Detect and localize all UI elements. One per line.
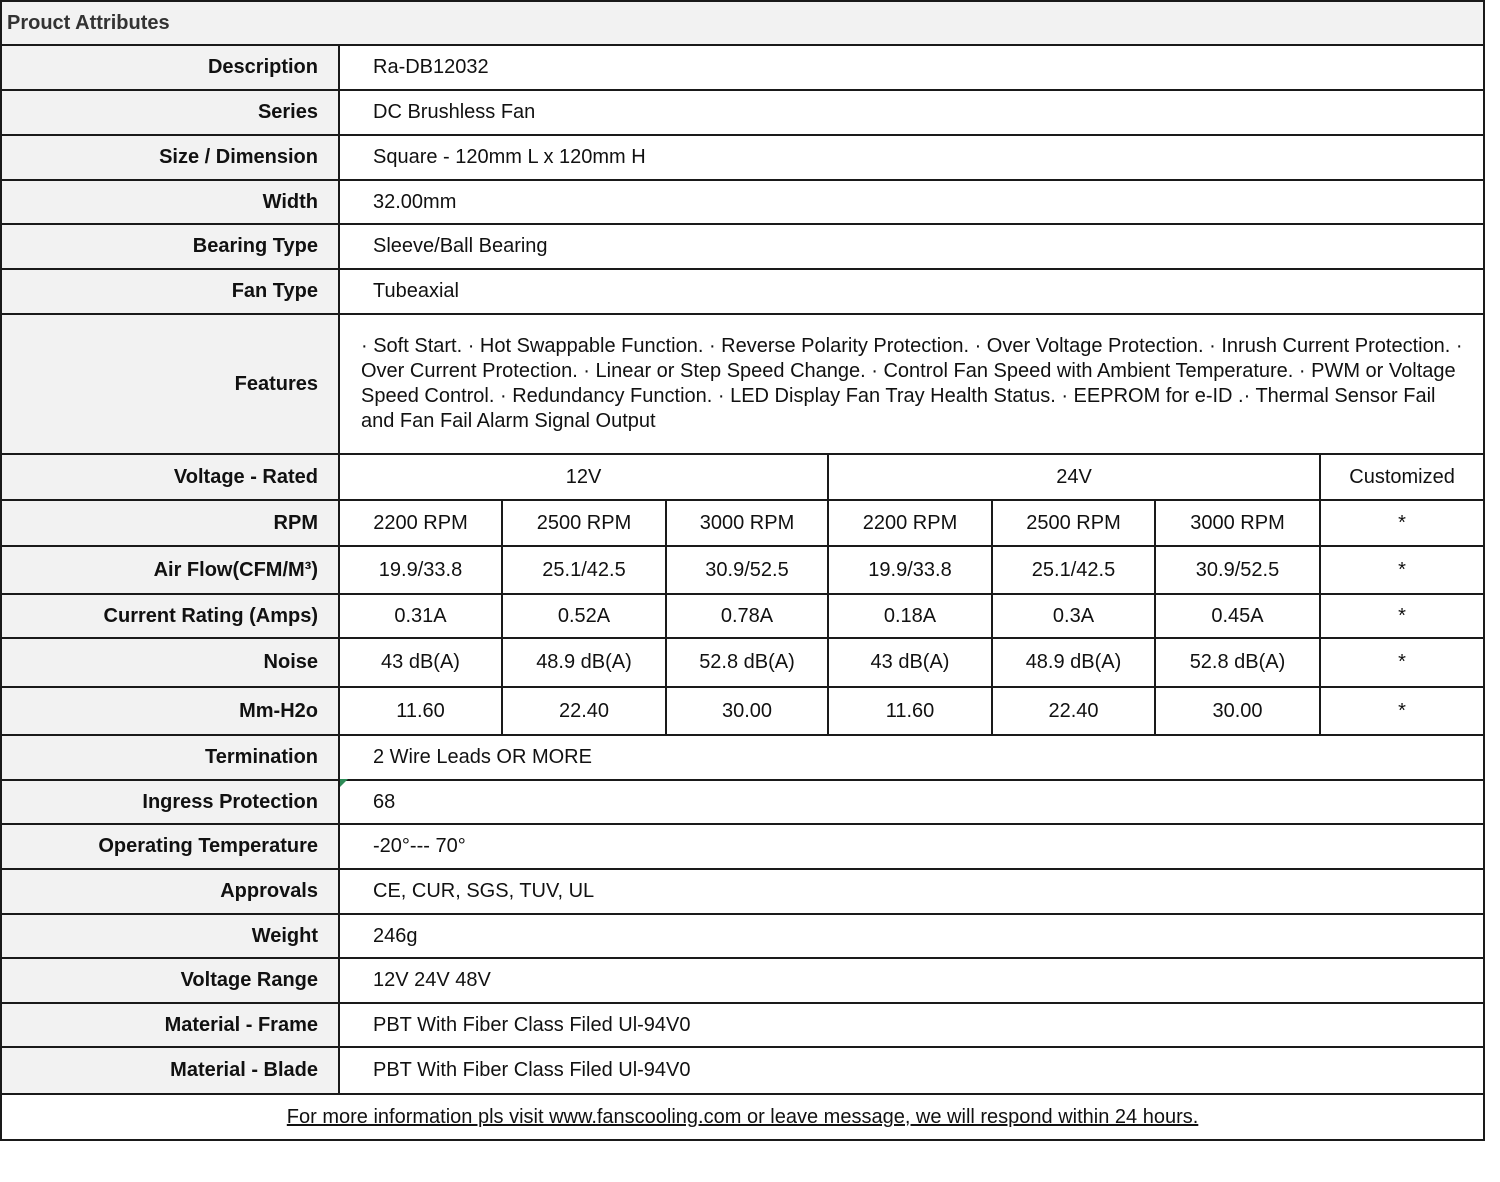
current-row	[1, 594, 1484, 638]
voltage-12v-header: 12V	[339, 454, 828, 500]
table-row	[1, 1047, 1484, 1094]
table-row	[1, 45, 1484, 90]
rpm-cell: *	[1320, 500, 1484, 546]
row-value: Sleeve/Ball Bearing	[339, 224, 1484, 269]
rpm-cell: 2200 RPM	[339, 500, 502, 546]
table-row	[1, 135, 1484, 180]
table-row	[1, 869, 1484, 914]
row-label: Fan Type	[1, 269, 339, 314]
mmh2o-label: Mm-H2o	[1, 687, 339, 735]
row-value: 12V 24V 48V	[339, 958, 1484, 1003]
noise-cell: *	[1320, 638, 1484, 687]
row-label: Termination	[1, 735, 339, 780]
airflow-cell: 19.9/33.8	[339, 546, 502, 594]
rpm-label: RPM	[1, 500, 339, 546]
footer-cell	[1, 1094, 1484, 1140]
voltage-24v-header: 24V	[828, 454, 1320, 500]
current-cell: 0.52A	[502, 594, 666, 638]
noise-cell: 52.8 dB(A)	[1155, 638, 1320, 687]
features-value: · Soft Start. · Hot Swappable Function. · Reverse Polarity Protection. · Over Voltage Protection. · Inrush Current Protection. · Over Current Protection. · Linear or Step Speed Change. · Control Fan Speed with Ambient Temperature. · PWM or Voltage Speed Control. · Redundancy Function. · LED Display Fan Tray Health Status. · EEPROM for e-ID .· Thermal Sensor Fail and Fan Fail Alarm Signal Output	[339, 314, 1484, 454]
table-title: Prouct Attributes	[1, 1, 1484, 45]
rpm-cell: 2500 RPM	[502, 500, 666, 546]
row-value: 2 Wire Leads OR MORE	[339, 735, 1484, 780]
row-label: Weight	[1, 914, 339, 958]
noise-cell: 48.9 dB(A)	[502, 638, 666, 687]
cell-comment-marker-icon	[340, 779, 348, 787]
current-label: Current Rating (Amps)	[1, 594, 339, 638]
voltage-rated-row	[1, 454, 1484, 500]
airflow-cell: 19.9/33.8	[828, 546, 992, 594]
current-cell: 0.78A	[666, 594, 828, 638]
row-label: Ingress Protection	[1, 780, 339, 824]
current-cell: 0.45A	[1155, 594, 1320, 638]
airflow-cell: 30.9/52.5	[1155, 546, 1320, 594]
airflow-cell: 30.9/52.5	[666, 546, 828, 594]
table-row	[1, 180, 1484, 224]
airflow-cell: 25.1/42.5	[992, 546, 1155, 594]
row-value: PBT With Fiber Class Filed Ul-94V0	[339, 1003, 1484, 1047]
row-value: CE, CUR, SGS, TUV, UL	[339, 869, 1484, 914]
rpm-row	[1, 500, 1484, 546]
airflow-cell: *	[1320, 546, 1484, 594]
header-row	[1, 1, 1484, 45]
row-label: Description	[1, 45, 339, 90]
row-value: Ra-DB12032	[339, 45, 1484, 90]
row-value: 246g	[339, 914, 1484, 958]
table-row	[1, 90, 1484, 135]
mmh2o-cell: 11.60	[339, 687, 502, 735]
features-label: Features	[1, 314, 339, 454]
customized-header: Customized	[1320, 454, 1484, 500]
noise-row	[1, 638, 1484, 687]
row-label: Approvals	[1, 869, 339, 914]
footer-row	[1, 1094, 1484, 1140]
rpm-cell: 2500 RPM	[992, 500, 1155, 546]
row-label: Width	[1, 180, 339, 224]
noise-label: Noise	[1, 638, 339, 687]
row-value: DC Brushless Fan	[339, 90, 1484, 135]
table-row	[1, 824, 1484, 869]
footer-link[interactable]: For more information pls visit www.fanscooling.com or leave message, we will respond within 24 hours.	[286, 1105, 1199, 1128]
airflow-cell: 25.1/42.5	[502, 546, 666, 594]
row-label: Size / Dimension	[1, 135, 339, 180]
row-value: Tubeaxial	[339, 269, 1484, 314]
noise-cell: 52.8 dB(A)	[666, 638, 828, 687]
row-label: Material - Blade	[1, 1047, 339, 1094]
row-value: PBT With Fiber Class Filed Ul-94V0	[339, 1047, 1484, 1094]
mmh2o-cell: 30.00	[1155, 687, 1320, 735]
mmh2o-cell: 30.00	[666, 687, 828, 735]
table-row	[1, 780, 1484, 824]
rpm-cell: 2200 RPM	[828, 500, 992, 546]
current-cell: *	[1320, 594, 1484, 638]
rpm-cell: 3000 RPM	[1155, 500, 1320, 546]
mmh2o-cell: 11.60	[828, 687, 992, 735]
airflow-row	[1, 546, 1484, 594]
voltage-rated-label: Voltage - Rated	[1, 454, 339, 500]
current-cell: 0.31A	[339, 594, 502, 638]
current-cell: 0.3A	[992, 594, 1155, 638]
mmh2o-row	[1, 687, 1484, 735]
row-value: 68	[339, 780, 1484, 824]
noise-cell: 43 dB(A)	[339, 638, 502, 687]
row-label: Bearing Type	[1, 224, 339, 269]
row-label: Voltage Range	[1, 958, 339, 1003]
current-cell: 0.18A	[828, 594, 992, 638]
table-row	[1, 224, 1484, 269]
rpm-cell: 3000 RPM	[666, 500, 828, 546]
row-value: -20°--- 70°	[339, 824, 1484, 869]
table-row	[1, 735, 1484, 780]
table-row	[1, 958, 1484, 1003]
mmh2o-cell: *	[1320, 687, 1484, 735]
table-row	[1, 914, 1484, 958]
table-row	[1, 1003, 1484, 1047]
row-value: 32.00mm	[339, 180, 1484, 224]
noise-cell: 48.9 dB(A)	[992, 638, 1155, 687]
features-row	[1, 314, 1484, 454]
table-row	[1, 269, 1484, 314]
mmh2o-cell: 22.40	[502, 687, 666, 735]
row-label: Series	[1, 90, 339, 135]
mmh2o-cell: 22.40	[992, 687, 1155, 735]
row-label: Operating Temperature	[1, 824, 339, 869]
airflow-label: Air Flow(CFM/M³)	[1, 546, 339, 594]
row-label: Material - Frame	[1, 1003, 339, 1047]
noise-cell: 43 dB(A)	[828, 638, 992, 687]
row-value: Square - 120mm L x 120mm H	[339, 135, 1484, 180]
